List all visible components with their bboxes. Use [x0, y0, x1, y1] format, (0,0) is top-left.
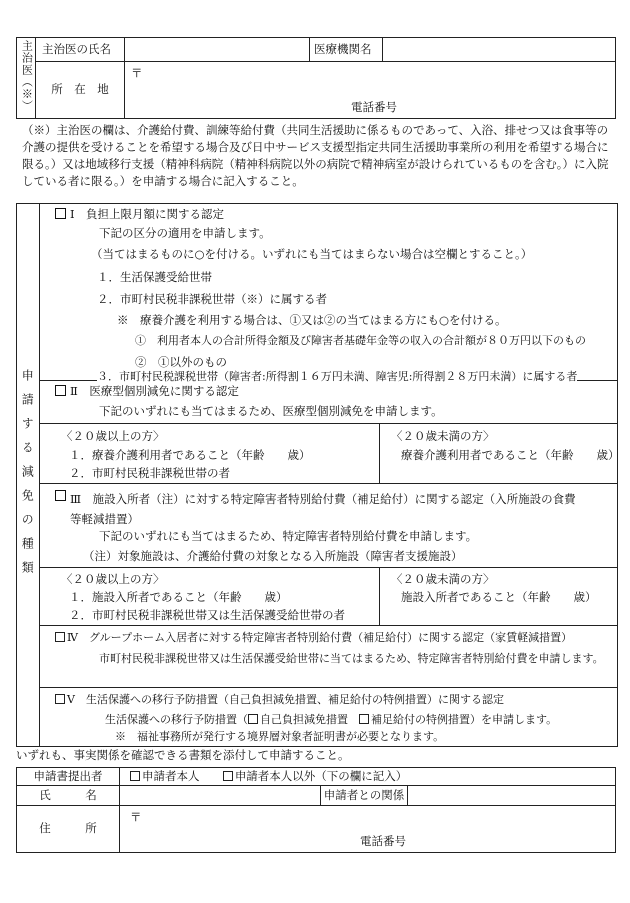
submitter-name-label: 氏 名 — [17, 786, 120, 806]
supplement-special-label: 補足給付の特例措置 — [371, 713, 470, 726]
institution-label: 医療機関名 — [310, 38, 383, 62]
submitter-phone-label: 電話番号 — [360, 834, 406, 849]
section-1-item1: １．生活保護受給世帯 — [97, 270, 212, 284]
section-4-checkbox[interactable] — [55, 632, 65, 642]
section-3-line1: 下記のいずれにも当てはまるため、特定障害者特別給付費を申請します。 — [99, 529, 478, 543]
section-5-line1a: 生活保護への移行予防措置（ — [105, 713, 248, 726]
section-2-line1: 下記のいずれにも当てはまるため、医療型個別減免を申請します。 — [99, 404, 443, 418]
reduction-side-label: 申請する減免の種類 — [20, 369, 35, 585]
section-2-right-head: 〈２０歳未満の方〉 — [391, 429, 495, 443]
self-pay-reduction-checkbox[interactable] — [248, 714, 258, 724]
reduction-types-section — [16, 203, 618, 747]
doctor-address-label: 所 在 地 — [36, 62, 125, 119]
submitter-other-checkbox[interactable] — [223, 771, 233, 781]
doctor-note: （※）主治医の欄は、介護給付費、訓練等給付費（共同生活援助に係るものであって、入浴、排せつ又は食事等の介護の提供を受けることを希望する場合及び日中サービス支援型指定共同生活援助事業所の利用を希望する場合に限る。）又は地域移行支援（精神科病院（精神科病院以外の病院で精神病室が設けられているものを含む。）に入院している者に限る。）を申請する場合に記入すること。 — [22, 123, 609, 188]
section-5-line1b: ）を申請します。 — [470, 713, 558, 726]
doctor-table — [16, 37, 616, 119]
doctor-side-label: 主治医（※） — [20, 39, 34, 112]
self-pay-reduction-label: 自己負担減免措置 — [260, 713, 348, 726]
submitter-address-label: 住 所 — [17, 806, 120, 853]
submitter-name-field[interactable] — [120, 786, 321, 806]
section-2-head: Ⅱ 医療型個別減免に関する認定 — [70, 384, 239, 398]
section-3-table — [39, 567, 617, 626]
section-1-line1: 下記の区分の適用を申請します。 — [99, 226, 271, 240]
section-3-head: Ⅲ 施設入所者（注）に対する特定障害者特別給付費（補足給付）に関する認定（入所施設の食費等軽減措置） — [70, 492, 576, 526]
section-3 — [39, 483, 617, 568]
section-5-note: ※ 福祉事務所が発行する境界層対象者証明書が必要となります。 — [115, 730, 445, 743]
section-3-right1: 施設入所者であること（年齢 歳） — [401, 590, 597, 604]
relation-label: 申請者との関係 — [321, 786, 408, 806]
section-1-line2: （当てはまるものに○を付ける。いずれにも当てはまらない場合は空欄とすること。） — [91, 247, 533, 261]
doctor-name-label: 主治医の氏名 — [36, 38, 125, 62]
relation-field[interactable] — [408, 786, 616, 806]
section-3-checkbox[interactable] — [55, 490, 66, 501]
section-2-right1: 療養介護利用者であること（年齢 歳） — [401, 448, 620, 462]
section-1-item2: ２．市町村民税非課税世帯（※）に属する者 — [97, 292, 327, 306]
supplement-special-checkbox[interactable] — [359, 714, 369, 724]
submitter-self-label: 申請者本人 — [142, 768, 200, 783]
section-2-checkbox[interactable] — [55, 385, 66, 396]
section-4 — [39, 625, 617, 688]
section-1-head: Ⅰ 負担上限月額に関する認定 — [70, 207, 225, 221]
section-3-right-head: 〈２０歳未満の方〉 — [391, 572, 495, 586]
section-3-note: （注）対象施設は、介護給付費の対象となる入所施設（障害者支援施設） — [83, 549, 463, 563]
section-1-checkbox[interactable] — [55, 208, 66, 219]
section-4-head: Ⅳ グループホーム入居者に対する特定障害者特別給付費（補足給付）に関する認定（家賃軽減措置） — [67, 631, 573, 644]
submitter-label: 申請書提出者 — [17, 768, 120, 786]
section-3-left1: １．施設入所者であること（年齢 歳） — [69, 590, 288, 604]
doctor-phone-label: 電話番号 — [351, 100, 397, 115]
section-2-table — [39, 423, 620, 484]
submitter-other-label: 申請者本人以外（下の欄に記入） — [234, 768, 408, 783]
section-5-checkbox[interactable] — [55, 694, 65, 704]
doctor-address-field[interactable] — [125, 62, 616, 119]
section-5 — [39, 687, 617, 746]
postal-mark: 〒 — [131, 66, 143, 80]
submitter-table — [16, 767, 616, 853]
attach-note: いずれも、事実関係を確認できる書類を添付して申請すること。 — [16, 748, 350, 762]
section-1-note: ※ 療養介護を利用する場合は、①又は②の当てはまる方にも○を付ける。 — [117, 313, 507, 327]
doctor-name-field[interactable] — [125, 38, 310, 62]
section-2 — [39, 380, 617, 424]
institution-field[interactable] — [383, 38, 616, 62]
submitter-address-field[interactable] — [120, 806, 616, 853]
section-3-left2: ２．市町村民税非課税世帯又は生活保護受給世帯の者 — [69, 608, 345, 622]
submitter-self-checkbox[interactable] — [130, 771, 140, 781]
section-1-sub2: ② ①以外のもの — [135, 355, 227, 369]
section-2-left1: １．療養介護利用者であること（年齢 歳） — [69, 448, 311, 462]
section-1-item3: ３．市町村民税課税世帯（障害者:所得割１６万円未満、障害児:所得割２８万円未満）に属する者 — [97, 370, 578, 383]
section-1-sub1: ① 利用者本人の合計所得金額及び障害者基礎年金等の収入の合計額が８０万円以下のもの — [135, 334, 586, 347]
section-2-left2: ２．市町村民税非課税世帯の者 — [69, 466, 230, 480]
section-3-left-head: 〈２０歳以上の方〉 — [61, 572, 165, 586]
section-1 — [39, 204, 617, 381]
section-2-left-head: 〈２０歳以上の方〉 — [61, 429, 165, 443]
section-4-line1: 市町村民税非課税世帯又は生活保護受給世帯に当てはまるため、特定障害者特別給付費を申請します。 — [99, 652, 604, 665]
section-5-head: Ⅴ 生活保護への移行予防措置（自己負担減免措置、補足給付の特例措置）に関する認定 — [67, 693, 504, 706]
submitter-postal-mark: 〒 — [130, 810, 142, 824]
